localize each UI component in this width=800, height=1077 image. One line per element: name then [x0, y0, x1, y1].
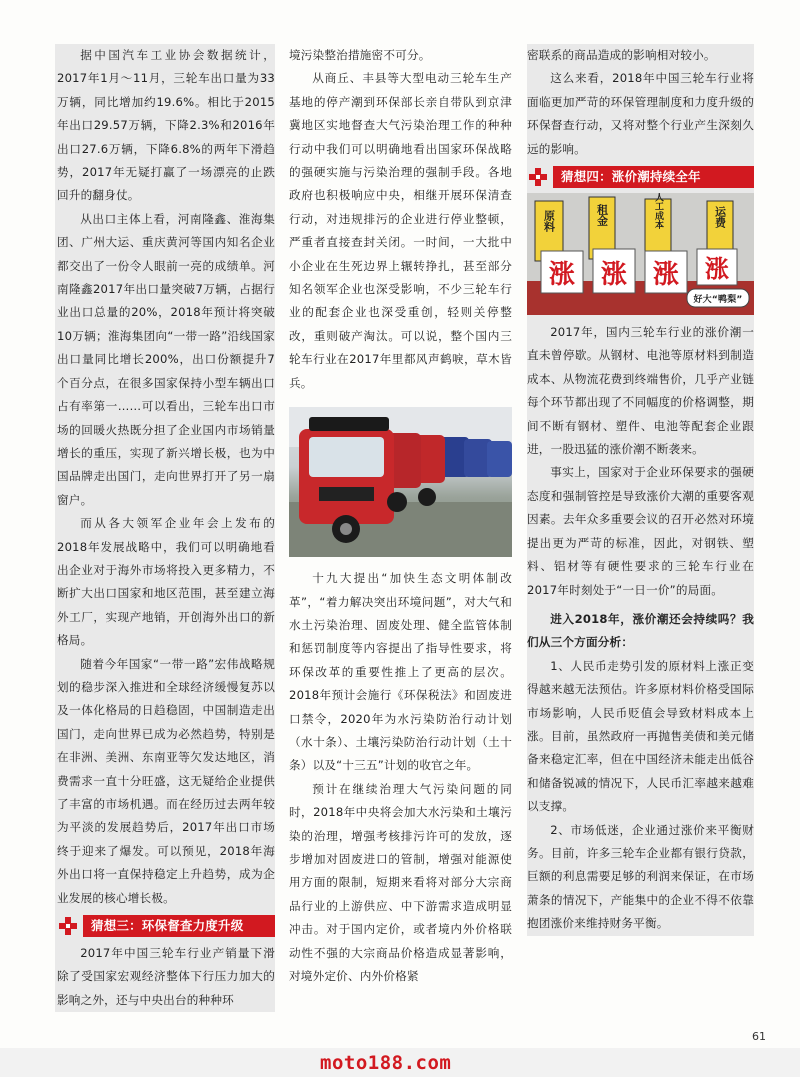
cross-marker-icon	[527, 166, 549, 188]
column-middle	[289, 44, 512, 988]
paragraph: 1、人民币走势引发的原材料上涨正变得越来越无法预估。许多原材料价格受国际市场影响，人民币贬值会导致材料成本上涨。目前，虽然政府一再抛售美债和美元储备来稳定汇率，但在中国经济未能走出低谷和储备锐减的情况下，人民币汇率越来越难以支撑。	[527, 658, 754, 814]
cartoon-illustration	[527, 193, 754, 315]
tricycle-illustration	[289, 407, 512, 557]
section-heading-label: 猜想四：涨价潮持续全年	[553, 166, 754, 188]
price-rise-cartoon	[527, 193, 754, 315]
section-heading	[527, 165, 754, 189]
cartoon-sign: 原料	[542, 209, 556, 233]
paragraph: 预计在继续治理大气污染问题的同时，2018年中央将会加大水污染和土壤污染的治理，增强考核排污许可的发放，逐步增加对固废进口的管制，增强对能源使用方面的限制，短期来看将对部分大宗商品行业的上游供应、中下游需求造成明显冲击。对于国内定价，或者境内外价格联动性不强的大宗商品价格造成显著影响，对境外定价、内外价格紧	[289, 781, 512, 983]
cartoon-box-label: 涨	[600, 260, 628, 291]
paragraph: 2017年中国三轮车行业产销量下滑除了受国家宏观经济整体下行压力加大的影响之外，还与中央出台的种种环	[57, 946, 275, 1007]
paragraph: 据中国汽车工业协会数据统计，2017年1月～11月，三轮车出口量为33万辆，同比增加约19.6%。相比于2015年出口29.57万辆，下降2.3%和2016年出口27.6万辆，下降6.8%的两年下滑趋势，2017年无疑打赢了一场漂亮的止跌回升的翻身仗。	[57, 48, 275, 203]
paragraph: 境污染整治措施密不可分。	[289, 48, 431, 62]
section-heading-label: 猜想三：环保督查力度升级	[83, 915, 275, 937]
site-watermark: moto188.com	[320, 1052, 452, 1074]
paragraph: 事实上，国家对于企业环保要求的强硬态度和强制管控是导致涨价大潮的重要客观因素。去年众多重要会议的召开必然对环境提出更为严苛的标准，因此，对钢铁、塑料、铝材等有硬性要求的三轮车行业在2017年时刻处于“一日一价”的局面。	[527, 465, 754, 597]
column-left	[55, 44, 275, 1012]
cartoon-sign: 运费	[713, 205, 727, 229]
cartoon-sign: 租金	[595, 203, 609, 227]
paragraph-bold: 进入2018年，涨价潮还会持续吗？我们从三个方面分析：	[527, 611, 754, 650]
paragraph: 十九大提出“加快生态文明体制改革”，“着力解决突出环境问题”，对大气和水土污染治理、固废处理、健全监管体制和惩罚制度等内容提出了指导性要求，将环保改革的重要性推上了更高的层次。2018年预计会施行《环保税法》和固废进口禁令，2020年为水污染防治行动计划（水十条）、土壤污染防治行动计划（土十条）以及“十三五”计划的收官之年。	[289, 571, 512, 773]
cartoon-box-label: 涨	[652, 260, 680, 291]
cartoon-box-label: 涨	[704, 255, 730, 284]
cartoon-sign: 人工成本	[653, 193, 663, 230]
cross-marker-icon	[57, 915, 79, 937]
paragraph: 随着今年国家“一带一路”宏伟战略规划的稳步深入推进和全球经济缓慢复苏以及一体化格局的日趋稳固，中国制造走出国门，走向世界已成为必然趋势，特别是在非洲、美洲、东南亚等欠发达地区，消费需求一直十分旺盛，这无疑给企业提供了丰富的市场机遇。而在经历过去两年较为平淡的发展趋势后，2017年出口市场终于迎来了爆发。可以预见，2018年海外出口将一直保持稳定上升趋势，成为企业发展的核心增长极。	[57, 656, 275, 905]
paragraph: 这么来看，2018年中国三轮车行业将面临更加严苛的环保管理制度和力度升级的环保督查行动，又将对整个行业产生深刻久远的影响。	[527, 71, 754, 156]
paragraph: 从商丘、丰县等大型电动三轮车生产基地的停产潮到环保部长亲自带队到京津冀地区实地督查大气污染治理工作的种种行动中我们可以明确地看出国家环保战略的强硬实施与污染治理的强制手段。各地政府也积极响应中央，相继开展环保清查行动，对违规排污的企业进行停业整顿，严重者直接查封关闭。一时间，一大批中小企业在生死边界上辗转挣扎，甚至部分知名领军企业也深受影响，不少三轮车行业的配套企业也深受重创，轻则关停整改，重则破产淘汰。可以说，整个国内三轮车行业在2017年里都风声鹤唳，草木皆兵。	[289, 71, 512, 390]
cartoon-bubble: 好大“鸭梨”	[693, 295, 743, 306]
paragraph: 密联系的商品造成的影响相对较小。	[527, 48, 716, 62]
paragraph: 从出口主体上看，河南隆鑫、淮海集团、广州大运、重庆黄河等国内知名企业都交出了一份令人眼前一亮的成绩单。河南隆鑫2017年出口量突破7万辆，占据行业出口总量的20%，2018年预计将突破10万辆；淮海集团向“一带一路”沿线国家出口量同比增长200%，出口份额提升7个百分点，在很多国家保持小型车辆出口占有率第一……可以看出，三轮车出口市场的回暖火热既分担了企业国内市场销量增长的重压，实现了新兴增长极，也为中国品牌走出国门，走向世界打开了另一扇窗户。	[57, 211, 275, 507]
paragraph: 2017年，国内三轮车行业的涨价潮一直未曾停歇。从钢材、电池等原材料到制造成本、从物流花费到终端售价，几乎产业链每个环节都出现了不同幅度的价格调整，期间不断有钢材、塑件、电池等配套企业跟进，一股迅猛的涨价潮不断袭来。	[527, 325, 754, 457]
page-number: 61	[752, 1030, 766, 1043]
section-heading	[57, 914, 275, 938]
cartoon-box-label: 涨	[548, 260, 576, 291]
tricycle-photo	[289, 407, 512, 557]
paragraph: 2、市场低迷，企业通过涨价来平衡财务。目前，许多三轮车企业都有银行贷款，巨额的利息需要足够的利润来保证，在市场萧条的情况下，产能集中的企业不得不依靠抱团涨价来维持财务平衡。	[527, 822, 754, 931]
column-right	[527, 44, 754, 936]
paragraph: 而从各大领军企业年会上发布的2018年发展战略中，我们可以明确地看出企业对于海外市场将投入更多精力，不断扩大出口国家和地区范围，甚至建立海外工厂，实现产地销，开创海外出口的新格局。	[57, 516, 275, 648]
